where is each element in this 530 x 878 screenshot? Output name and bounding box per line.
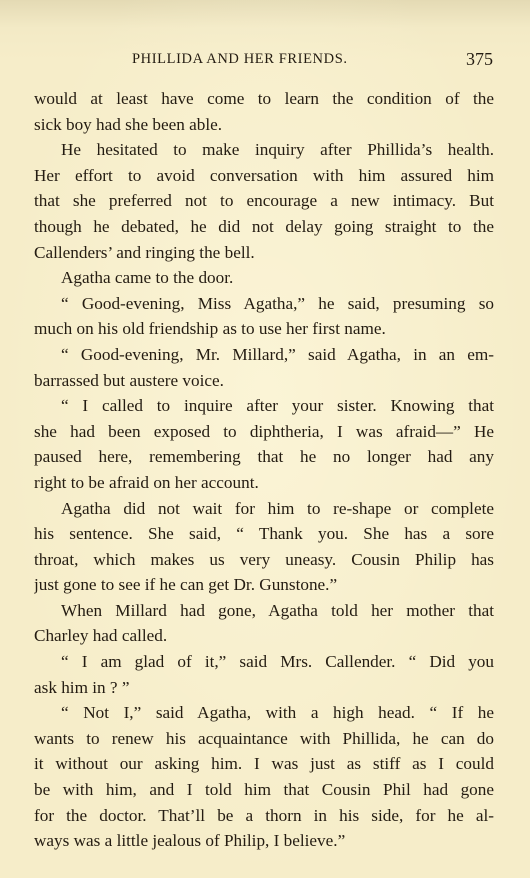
text-line: just gone to see if he can get Dr. Gunstone.” — [34, 575, 338, 595]
text-line: He hesitated to make inquiry after Phillida’s health. — [61, 140, 494, 160]
text-line: wants to renew his acquaintance with Phillida, he can do — [34, 728, 494, 748]
text-line: Her effort to avoid conversation with him assured him — [34, 165, 494, 185]
text-line: be with him, and I told him that Cousin Phil had gone — [34, 780, 494, 800]
text-line: barrassed but austere voice. — [34, 370, 224, 390]
page-number: 375 — [466, 49, 493, 69]
text-line: would at least have come to learn the condition of the — [34, 89, 494, 108]
text-line: “ Good-evening, Mr. Millard,” said Agatha, in an em- — [61, 344, 494, 364]
text-line: much on his old friendship as to use her first name. — [34, 319, 386, 339]
text-line: sick boy had she been able. — [34, 114, 223, 134]
text-line: though he debated, he did not delay going straight to the — [34, 216, 494, 236]
text-line: When Millard had gone, Agatha told her mother that — [61, 600, 494, 620]
text-line: she had been exposed to diphtheria, I was afraid—” He — [34, 421, 494, 441]
text-line: “ I called to inquire after your sister. Knowing that — [61, 396, 494, 416]
text-line: “ I am glad of it,” said Mrs. Callender. “ Did you — [61, 652, 494, 672]
text-line: Agatha did not wait for him to re-shape or complete — [61, 498, 494, 518]
text-line: Charley had called. — [34, 626, 168, 646]
text-line: “ Not I,” said Agatha, with a high head. “ If he — [61, 703, 494, 723]
text-line: that she preferred not to encourage a new intimacy. But — [34, 191, 494, 211]
text-line: paused here, remembering that he no longer had any — [34, 447, 494, 467]
text-line: right to be afraid on her account. — [34, 472, 259, 492]
page-header — [0, 47, 530, 73]
running-head: PHILLIDA AND HER FRIENDS. — [132, 51, 348, 67]
text-line: it without our asking him. I was just as stiff as I could — [34, 754, 494, 774]
text-line: “ Good-evening, Miss Agatha,” he said, presuming so — [61, 293, 494, 313]
text-line: his sentence. She said, “ Thank you. She has a sore — [34, 524, 494, 544]
text-line: ask him in ? ” — [34, 677, 130, 697]
text-line: throat, which makes us very uneasy. Cousin Philip has — [34, 549, 494, 569]
text-line: ways was a little jealous of Philip, I believe.” — [34, 831, 346, 851]
body-text — [34, 86, 494, 854]
text-line: for the doctor. That’ll be a thorn in his side, for he al- — [34, 805, 494, 825]
text-line: Agatha came to the door. — [61, 268, 234, 288]
text-line: Callenders’ and ringing the bell. — [34, 242, 255, 262]
